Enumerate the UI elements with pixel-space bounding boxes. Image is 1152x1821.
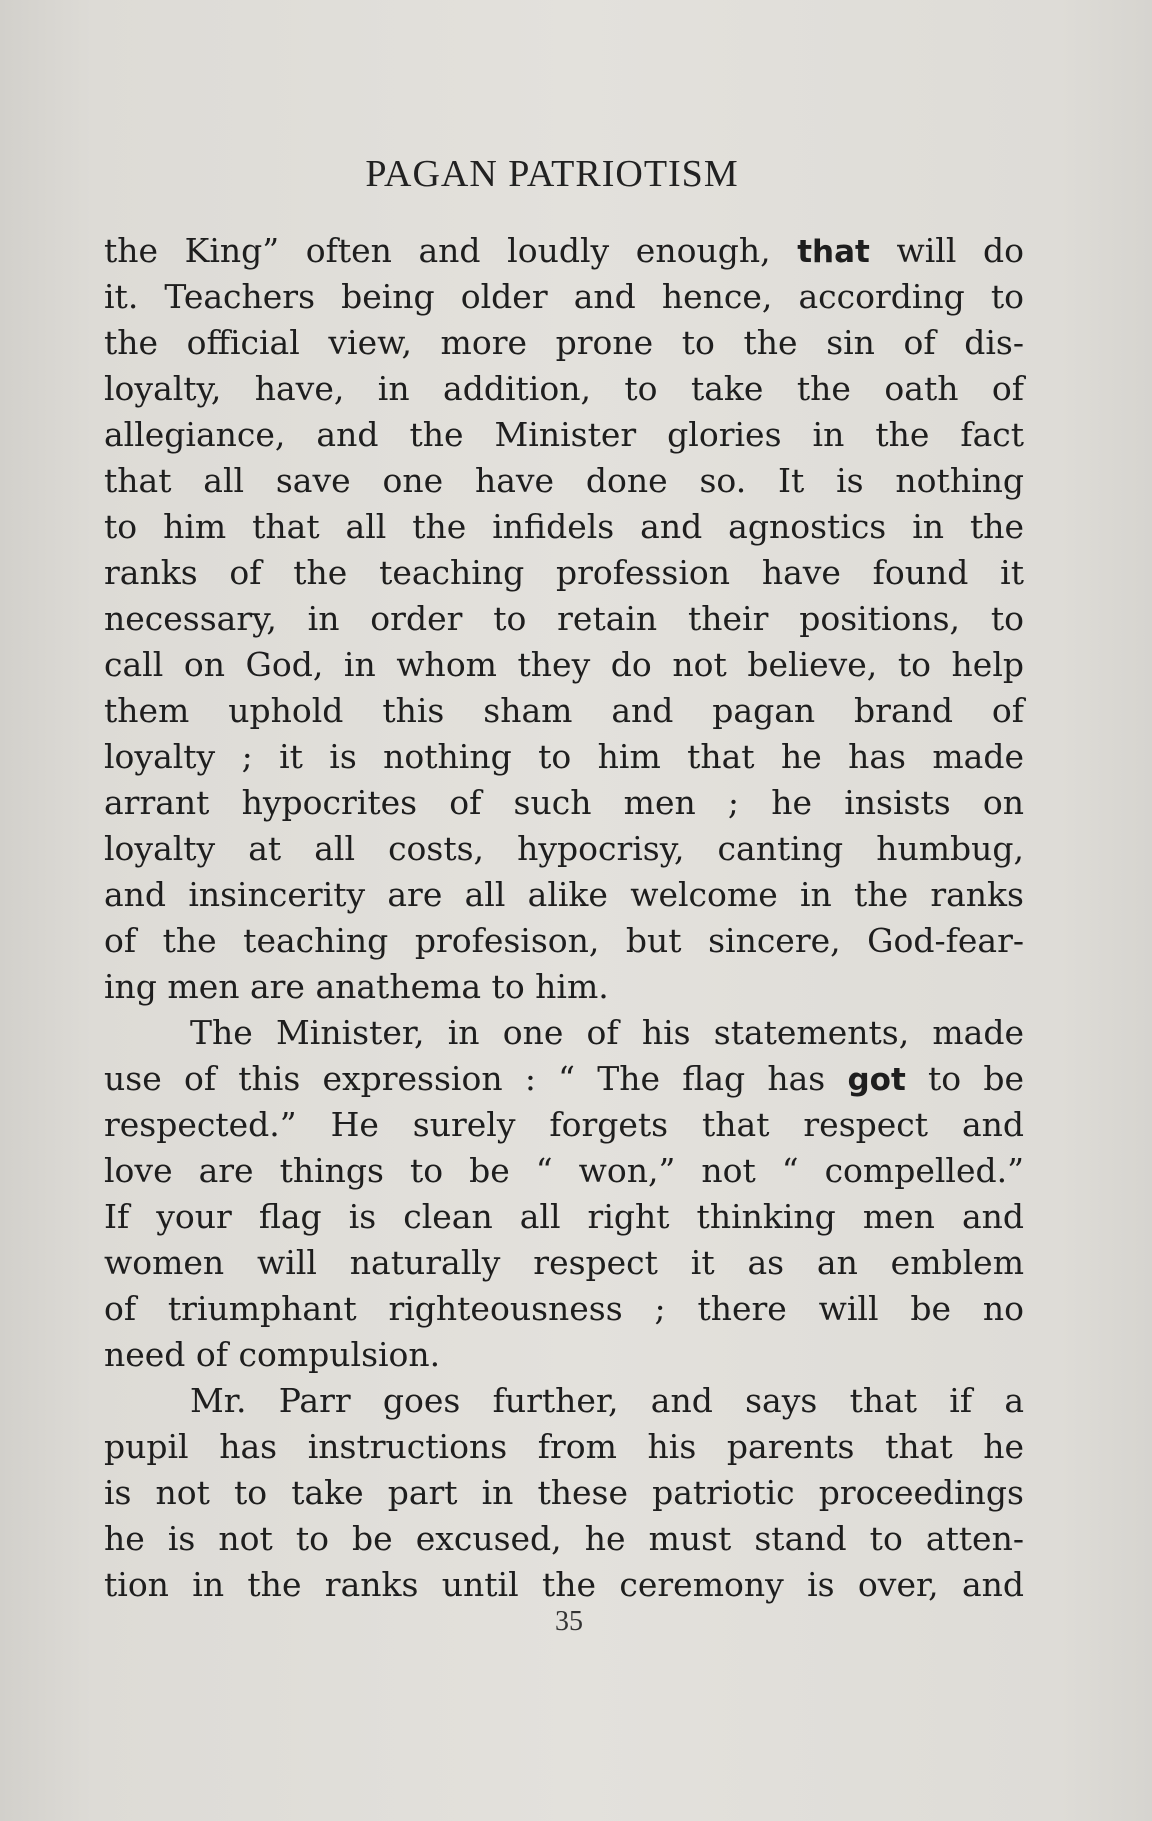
text-line: love are things to be “ won,” not “ compelled.”: [104, 1151, 1024, 1190]
text-line: need of compulsion.: [104, 1335, 441, 1374]
text-line: ing men are anathema to him.: [104, 967, 609, 1006]
paragraph-first-line: The Minister, in one of his statements, made: [190, 1013, 1024, 1052]
emphasis-got: got: [847, 1062, 906, 1098]
text-line: of triumphant righteousness ; there will be no: [104, 1289, 1024, 1328]
body-text: [104, 228, 1024, 1608]
text-line: respected.” He surely forgets that respect and: [104, 1105, 1024, 1144]
text-line: the King” often and loudly enough, that will do: [104, 231, 1024, 270]
running-head: PAGAN PATRIOTISM: [365, 153, 739, 195]
text-line: ranks of the teaching profession have found it: [104, 553, 1024, 592]
text-line: of the teaching profesison, but sincere, God-fear-: [104, 921, 1024, 960]
text-line: call on God, in whom they do not believe, to help: [104, 645, 1024, 684]
text-line: to him that all the infidels and agnostics in the: [104, 507, 1024, 546]
text-line: loyalty, have, in addition, to take the oath of: [104, 369, 1024, 408]
text-line: loyalty ; it is nothing to him that he has made: [104, 737, 1024, 776]
text-line: necessary, in order to retain their positions, to: [104, 599, 1024, 638]
text-line: women will naturally respect it as an emblem: [104, 1243, 1024, 1282]
text-line: them uphold this sham and pagan brand of: [104, 691, 1024, 730]
text-line: it. Teachers being older and hence, according to: [104, 277, 1024, 316]
text-line: that all save one have done so. It is nothing: [104, 461, 1024, 500]
text-line: pupil has instructions from his parents that he: [104, 1427, 1024, 1466]
text-line: is not to take part in these patriotic proceedings: [104, 1473, 1024, 1512]
text-line: arrant hypocrites of such men ; he insists on: [104, 783, 1024, 822]
text-line: he is not to be excused, he must stand to atten-: [104, 1519, 1024, 1558]
emphasis-that: that: [797, 234, 870, 270]
text-line: and insincerity are all alike welcome in the ranks: [104, 875, 1024, 914]
text-line: allegiance, and the Minister glories in the fact: [104, 415, 1024, 454]
text-line: the official view, more prone to the sin of dis-: [104, 323, 1024, 362]
text-line: loyalty at all costs, hypocrisy, canting humbug,: [104, 829, 1024, 868]
paragraph-first-line: Mr. Parr goes further, and says that if a: [190, 1381, 1024, 1420]
page-number: 35: [555, 1606, 583, 1637]
text-line: If your flag is clean all right thinking men and: [104, 1197, 1024, 1236]
text-line: use of this expression : “ The flag has got to be: [104, 1059, 1025, 1098]
text-line: tion in the ranks until the ceremony is over, and: [104, 1565, 1024, 1604]
